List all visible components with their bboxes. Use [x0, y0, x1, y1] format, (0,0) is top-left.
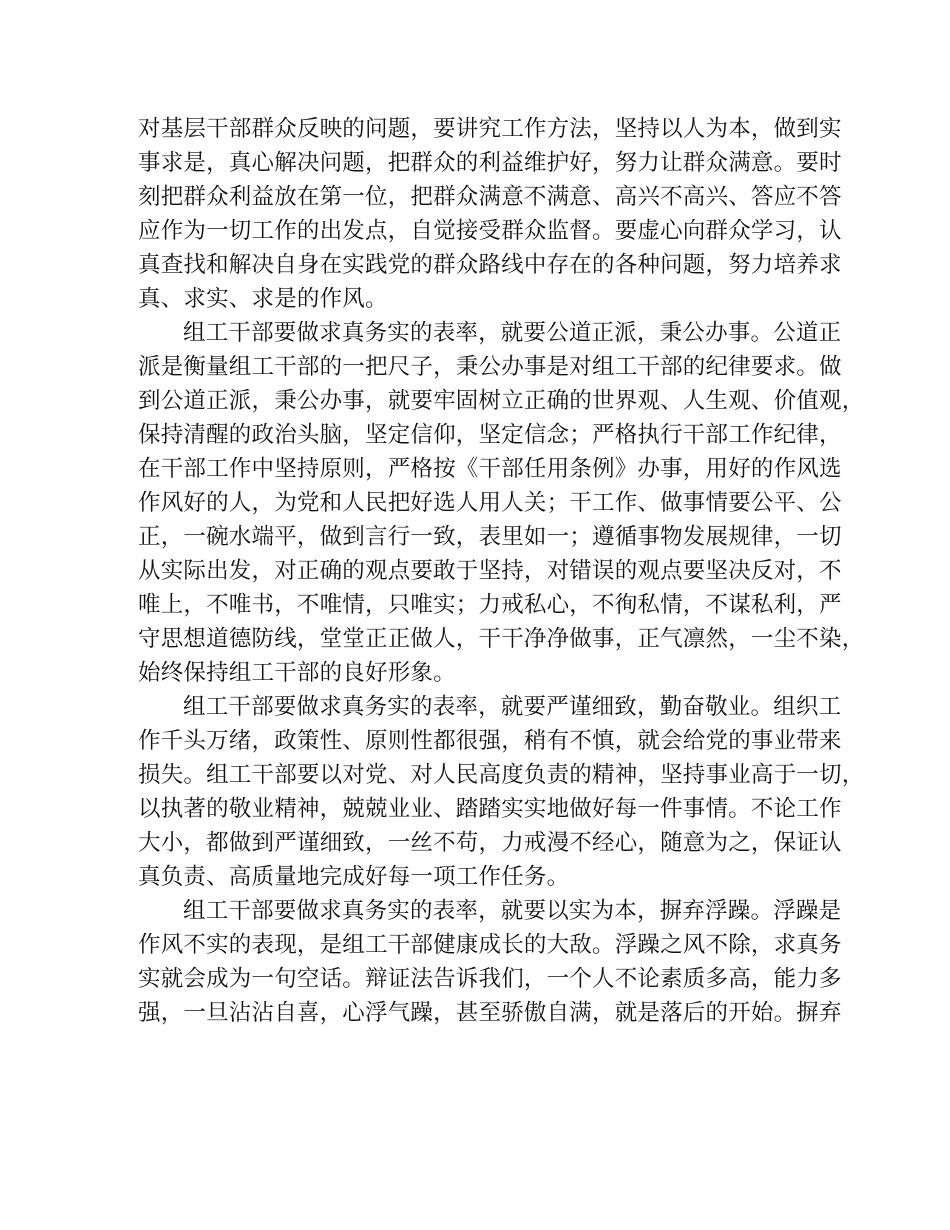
- text-line: 事求是，真心解决问题，把群众的利益维护好，努力让群众满意。要时: [138, 150, 842, 176]
- text-line: 到公道正派，秉公办事，就要牢固树立正确的世界观、人生观、价值观，: [138, 388, 865, 414]
- text-line: 作风好的人，为党和人民把好选人用人关；干工作、做事情要公平、公: [138, 490, 842, 516]
- text-line: 真、求实、求是的作风。: [138, 286, 388, 312]
- text-line: 唯上，不唯书，不唯情，只唯实；力戒私心，不徇私情，不谋私利，严: [138, 592, 842, 618]
- paragraph-1: [138, 112, 842, 316]
- text-line: 对基层干部群众反映的问题，要讲究工作方法，坚持以人为本，做到实: [138, 116, 842, 142]
- text-line: 在干部工作中坚持原则，严格按《干部任用条例》办事，用好的作风选: [138, 456, 842, 482]
- text-line: 组工干部要做求真务实的表率，就要以实为本，摒弃浮躁。浮躁是: [183, 898, 842, 924]
- document-body: [138, 112, 865, 1030]
- text-line: 实就会成为一句空话。辩证法告诉我们，一个人不论素质多高，能力多: [138, 966, 842, 992]
- text-line: 从实际出发，对正确的观点要敢于坚持，对错误的观点要坚决反对，不: [138, 558, 842, 584]
- text-line: 损失。组工干部要以对党、对人民高度负责的精神，坚持事业高于一切，: [138, 762, 865, 788]
- text-line: 作风不实的表现，是组工干部健康成长的大敌。浮躁之风不除，求真务: [138, 932, 842, 958]
- paragraph-4: [138, 894, 842, 1030]
- text-line: 真查找和解决自身在实践党的群众路线中存在的各种问题，努力培养求: [138, 252, 842, 278]
- paragraph-2: [138, 316, 865, 690]
- text-line: 组工干部要做求真务实的表率，就要公道正派，秉公办事。公道正: [183, 320, 842, 346]
- text-line: 作千头万绪，政策性、原则性都很强，稍有不慎，就会给党的事业带来: [138, 728, 842, 754]
- text-line: 大小，都做到严谨细致，一丝不苟，力戒漫不经心，随意为之，保证认: [138, 830, 842, 856]
- text-line: 刻把群众利益放在第一位，把群众满意不满意、高兴不高兴、答应不答: [138, 184, 842, 210]
- text-line: 正，一碗水端平，做到言行一致，表里如一；遵循事物发展规律，一切: [138, 524, 842, 550]
- text-line: 守思想道德防线，堂堂正正做人，干干净净做事，正气凛然，一尘不染，: [138, 626, 865, 652]
- text-line: 以执著的敬业精神，兢兢业业、踏踏实实地做好每一件事情。不论工作: [138, 796, 842, 822]
- text-line: 强，一旦沾沾自喜，心浮气躁，甚至骄傲自满，就是落后的开始。摒弃: [138, 1000, 842, 1026]
- paragraph-3: [138, 690, 865, 894]
- text-line: 真负责、高质量地完成好每一项工作任务。: [138, 864, 570, 890]
- text-line: 组工干部要做求真务实的表率，就要严谨细致，勤奋敬业。组织工: [183, 694, 842, 720]
- text-line: 派是衡量组工干部的一把尺子，秉公办事是对组工干部的纪律要求。做: [138, 354, 842, 380]
- text-line: 应作为一切工作的出发点，自觉接受群众监督。要虚心向群众学习，认: [138, 218, 842, 244]
- text-line: 保持清醒的政治头脑，坚定信仰，坚定信念；严格执行干部工作纪律，: [138, 422, 842, 448]
- text-line: 始终保持组工干部的良好形象。: [138, 660, 456, 686]
